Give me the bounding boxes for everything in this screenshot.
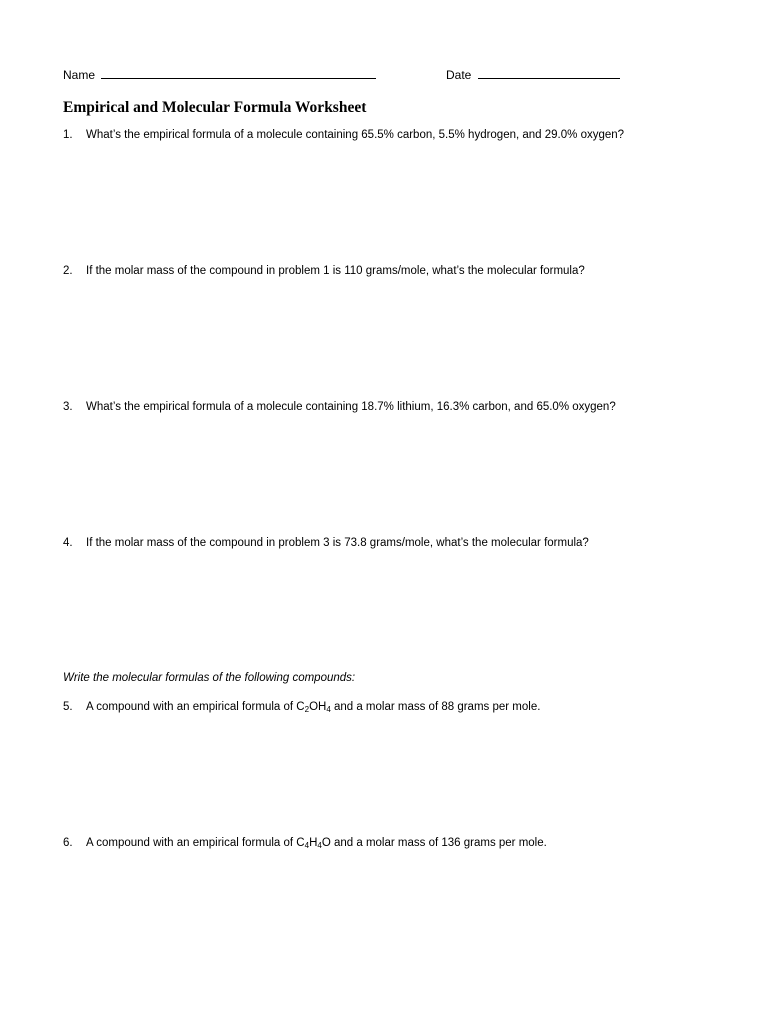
worksheet-title: Empirical and Molecular Formula Worksheet xyxy=(63,99,367,116)
formula-element: O xyxy=(321,837,331,849)
formula-element: H xyxy=(309,837,318,849)
question-text: What’s the empirical formula of a molecule containing 18.7% lithium, 16.3% carbon, and 65.0% oxygen? xyxy=(86,401,616,413)
question-number: 1. xyxy=(63,129,73,141)
question-number: 2. xyxy=(63,265,73,277)
question-3 xyxy=(63,399,616,415)
question-number: 6. xyxy=(63,837,73,849)
name-blank-line[interactable] xyxy=(101,66,376,79)
formula-subscript: 4 xyxy=(326,705,331,714)
empirical-formula xyxy=(296,701,330,713)
formula-subscript: 2 xyxy=(304,705,310,714)
formula-element: C xyxy=(296,837,305,849)
formula-element: C xyxy=(296,701,305,713)
question-text: If the molar mass of the compound in problem 3 is 73.8 grams/mole, what’s the molecular formula? xyxy=(86,537,589,549)
question-number: 3. xyxy=(63,401,73,413)
question-text-suffix: and a molar mass of 88 grams per mole. xyxy=(330,701,541,713)
name-field xyxy=(63,66,376,83)
question-text: If the molar mass of the compound in problem 1 is 110 grams/mole, what’s the molecular formula? xyxy=(86,265,585,277)
question-5 xyxy=(63,699,540,715)
question-6 xyxy=(63,835,547,851)
question-number: 4. xyxy=(63,537,73,549)
date-field xyxy=(446,66,620,83)
section-instruction: Write the molecular formulas of the following compounds: xyxy=(63,672,356,684)
question-number: 5. xyxy=(63,701,73,713)
question-text: What’s the empirical formula of a molecule containing 65.5% carbon, 5.5% hydrogen, and 29.0% oxygen? xyxy=(86,129,625,141)
date-blank-line[interactable] xyxy=(478,66,620,79)
formula-subscript: 4 xyxy=(317,841,322,850)
name-label: Name xyxy=(63,68,96,82)
date-label: Date xyxy=(446,68,472,82)
question-text-prefix: A compound with an empirical formula of xyxy=(86,701,297,713)
formula-element: OH xyxy=(309,701,327,713)
question-1 xyxy=(63,127,624,143)
question-text-prefix: A compound with an empirical formula of xyxy=(86,837,297,849)
question-2 xyxy=(63,263,585,279)
question-text-suffix: and a molar mass of 136 grams per mole. xyxy=(330,837,547,849)
empirical-formula xyxy=(296,837,330,849)
question-4 xyxy=(63,535,589,551)
formula-subscript: 4 xyxy=(304,841,310,850)
